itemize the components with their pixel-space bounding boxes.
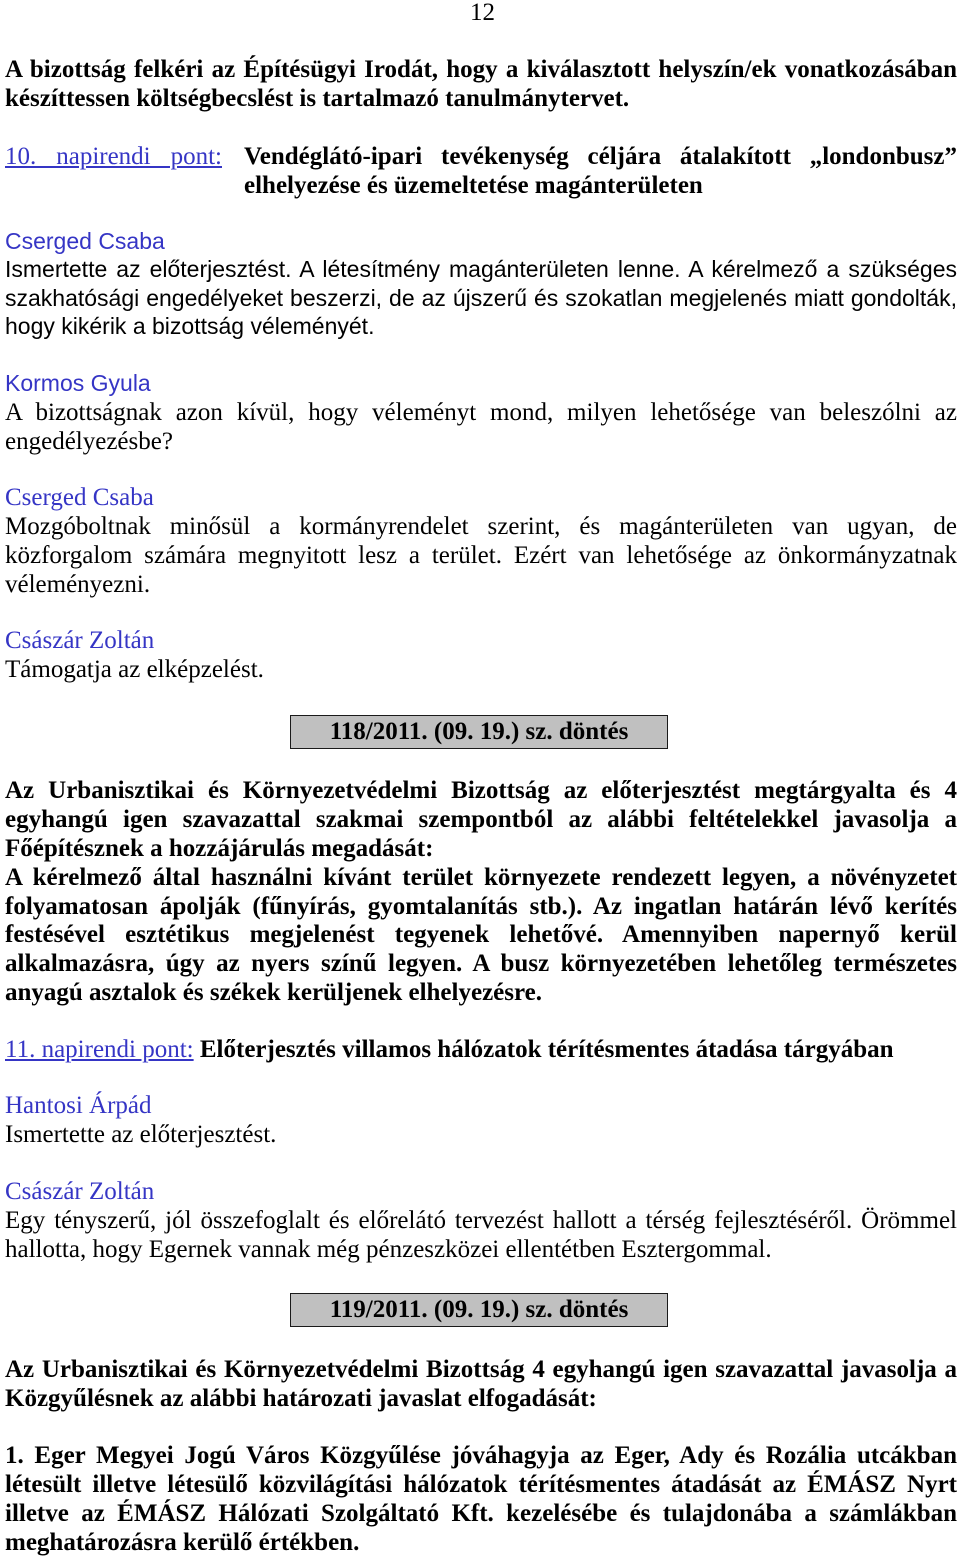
decision-119-resolution: 1. Eger Megyei Jogú Város Közgyűlése jóváhagyja az Eger, Ady és Rozália utcákban bbox=[5, 1442, 957, 1469]
speaker-name: Császár Zoltán bbox=[5, 1178, 155, 1205]
decision-119-text: Közgyűlésnek az alábbi határozati javaslat elfogadását: bbox=[5, 1385, 597, 1412]
page-number: 12 bbox=[470, 0, 495, 26]
agenda-item-11 bbox=[5, 1035, 957, 1064]
speech-line: Ismertette az előterjesztést. A létesítmény magánterületen lenne. A kérelmező a szükséges bbox=[5, 256, 957, 282]
decision-119-resolution: létesült illetve létesülő közvilágítási hálózatok térítésmentes átadását az ÉMÁSZ Nyrt bbox=[5, 1471, 957, 1498]
speech-line: véleményezni. bbox=[5, 571, 151, 598]
decision-118-text: egyhangú igen szavazattal szakmai szempontból az alábbi feltételekkel javasolja a bbox=[5, 806, 957, 833]
intro-line: készíttessen költségbecslést is tartalmazó tanulmánytervet. bbox=[5, 85, 630, 112]
agenda-item-10-title: Vendéglátó-ipari tevékenység céljára átalakított „londonbusz” bbox=[244, 143, 957, 170]
speech-line: Támogatja az elképzelést. bbox=[5, 656, 264, 683]
speaker-name: Hantosi Árpád bbox=[5, 1092, 152, 1119]
decision-118-condition: anyagú asztalok és székek kerüljenek elhelyezésre. bbox=[5, 979, 542, 1006]
agenda-item-11-label: 11. napirendi pont: bbox=[5, 1036, 194, 1063]
speaker-name: Császár Zoltán bbox=[5, 627, 155, 654]
decision-119-label: 119/2011. (09. 19.) sz. döntés bbox=[290, 1293, 668, 1327]
decision-118-label: 118/2011. (09. 19.) sz. döntés bbox=[290, 715, 668, 749]
speech-line: közforgalom számára megnyitott lesz a terület. Ezért van lehetősége az önkormányzatnak bbox=[5, 542, 957, 569]
decision-119-resolution: illetve az ÉMÁSZ Hálózati Szolgáltató Kft. kezelésébe és tulajdonába a számlákban bbox=[5, 1500, 957, 1527]
decision-118-condition: folyamatosan ápolják (fűnyírás, gyomtalanítás stb.). Az ingatlan határán lévő kerítés bbox=[5, 893, 957, 920]
speaker-name: Kormos Gyula bbox=[5, 370, 151, 396]
speech-line: engedélyezésbe? bbox=[5, 428, 173, 455]
speech-line: szakhatósági engedélyeket beszerzi, de az újszerű és szokatlan megjelenés miatt gondolták, bbox=[5, 285, 957, 311]
speech-line: Ismertette az előterjesztést. bbox=[5, 1121, 277, 1148]
decision-118-condition: alkalmazásra, úgy az nyers színű legyen. A busz környezetében lehetőleg természetes bbox=[5, 950, 957, 977]
decision-118-text: Az Urbanisztikai és Környezetvédelmi Bizottság az előterjesztést megtárgyalta és 4 bbox=[5, 777, 957, 804]
decision-118-text: Főépítésznek a hozzájárulás megadását: bbox=[5, 835, 434, 862]
decision-118-condition: festésével esztétikus megjelenést tegyenek lehetővé. Amennyiben napernyő kerül bbox=[5, 921, 957, 948]
agenda-item-11-title: Előterjesztés villamos hálózatok térítésmentes átadása tárgyában bbox=[199, 1036, 894, 1063]
agenda-item-10-label: 10. napirendi pont: bbox=[5, 143, 222, 170]
intro-line: A bizottság felkéri az Építésügyi Irodát, hogy a kiválasztott helyszín/ek vonatkozásában bbox=[5, 56, 957, 83]
speech-line: Mozgóboltnak minősül a kormányrendelet szerint, és magánterületen van ugyan, de bbox=[5, 513, 957, 540]
speech-line: A bizottságnak azon kívül, hogy véleményt mond, milyen lehetősége van beleszólni az bbox=[5, 399, 957, 426]
speech-line: hallotta, hogy Egernek vannak még pénzeszközei ellentétben Esztergommal. bbox=[5, 1236, 772, 1263]
speaker-name: Cserged Csaba bbox=[5, 484, 154, 511]
decision-119-text: Az Urbanisztikai és Környezetvédelmi Bizottság 4 egyhangú igen szavazattal javasolja a bbox=[5, 1356, 957, 1383]
decision-118-condition: A kérelmező által használni kívánt terület környezete rendezett legyen, a növényzetet bbox=[5, 864, 957, 891]
speech-line: hogy kikérik a bizottság véleményét. bbox=[5, 313, 375, 339]
speaker-name: Cserged Csaba bbox=[5, 228, 165, 254]
decision-119-resolution: meghatározásra kerülő értékben. bbox=[5, 1529, 360, 1556]
speech-line: Egy tényszerű, jól összefoglalt és előrelátó tervezést hallott a térség fejlesztéséről. Örömmel bbox=[5, 1207, 957, 1234]
agenda-item-10-title: elhelyezése és üzemeltetése magánterületen bbox=[244, 172, 703, 199]
